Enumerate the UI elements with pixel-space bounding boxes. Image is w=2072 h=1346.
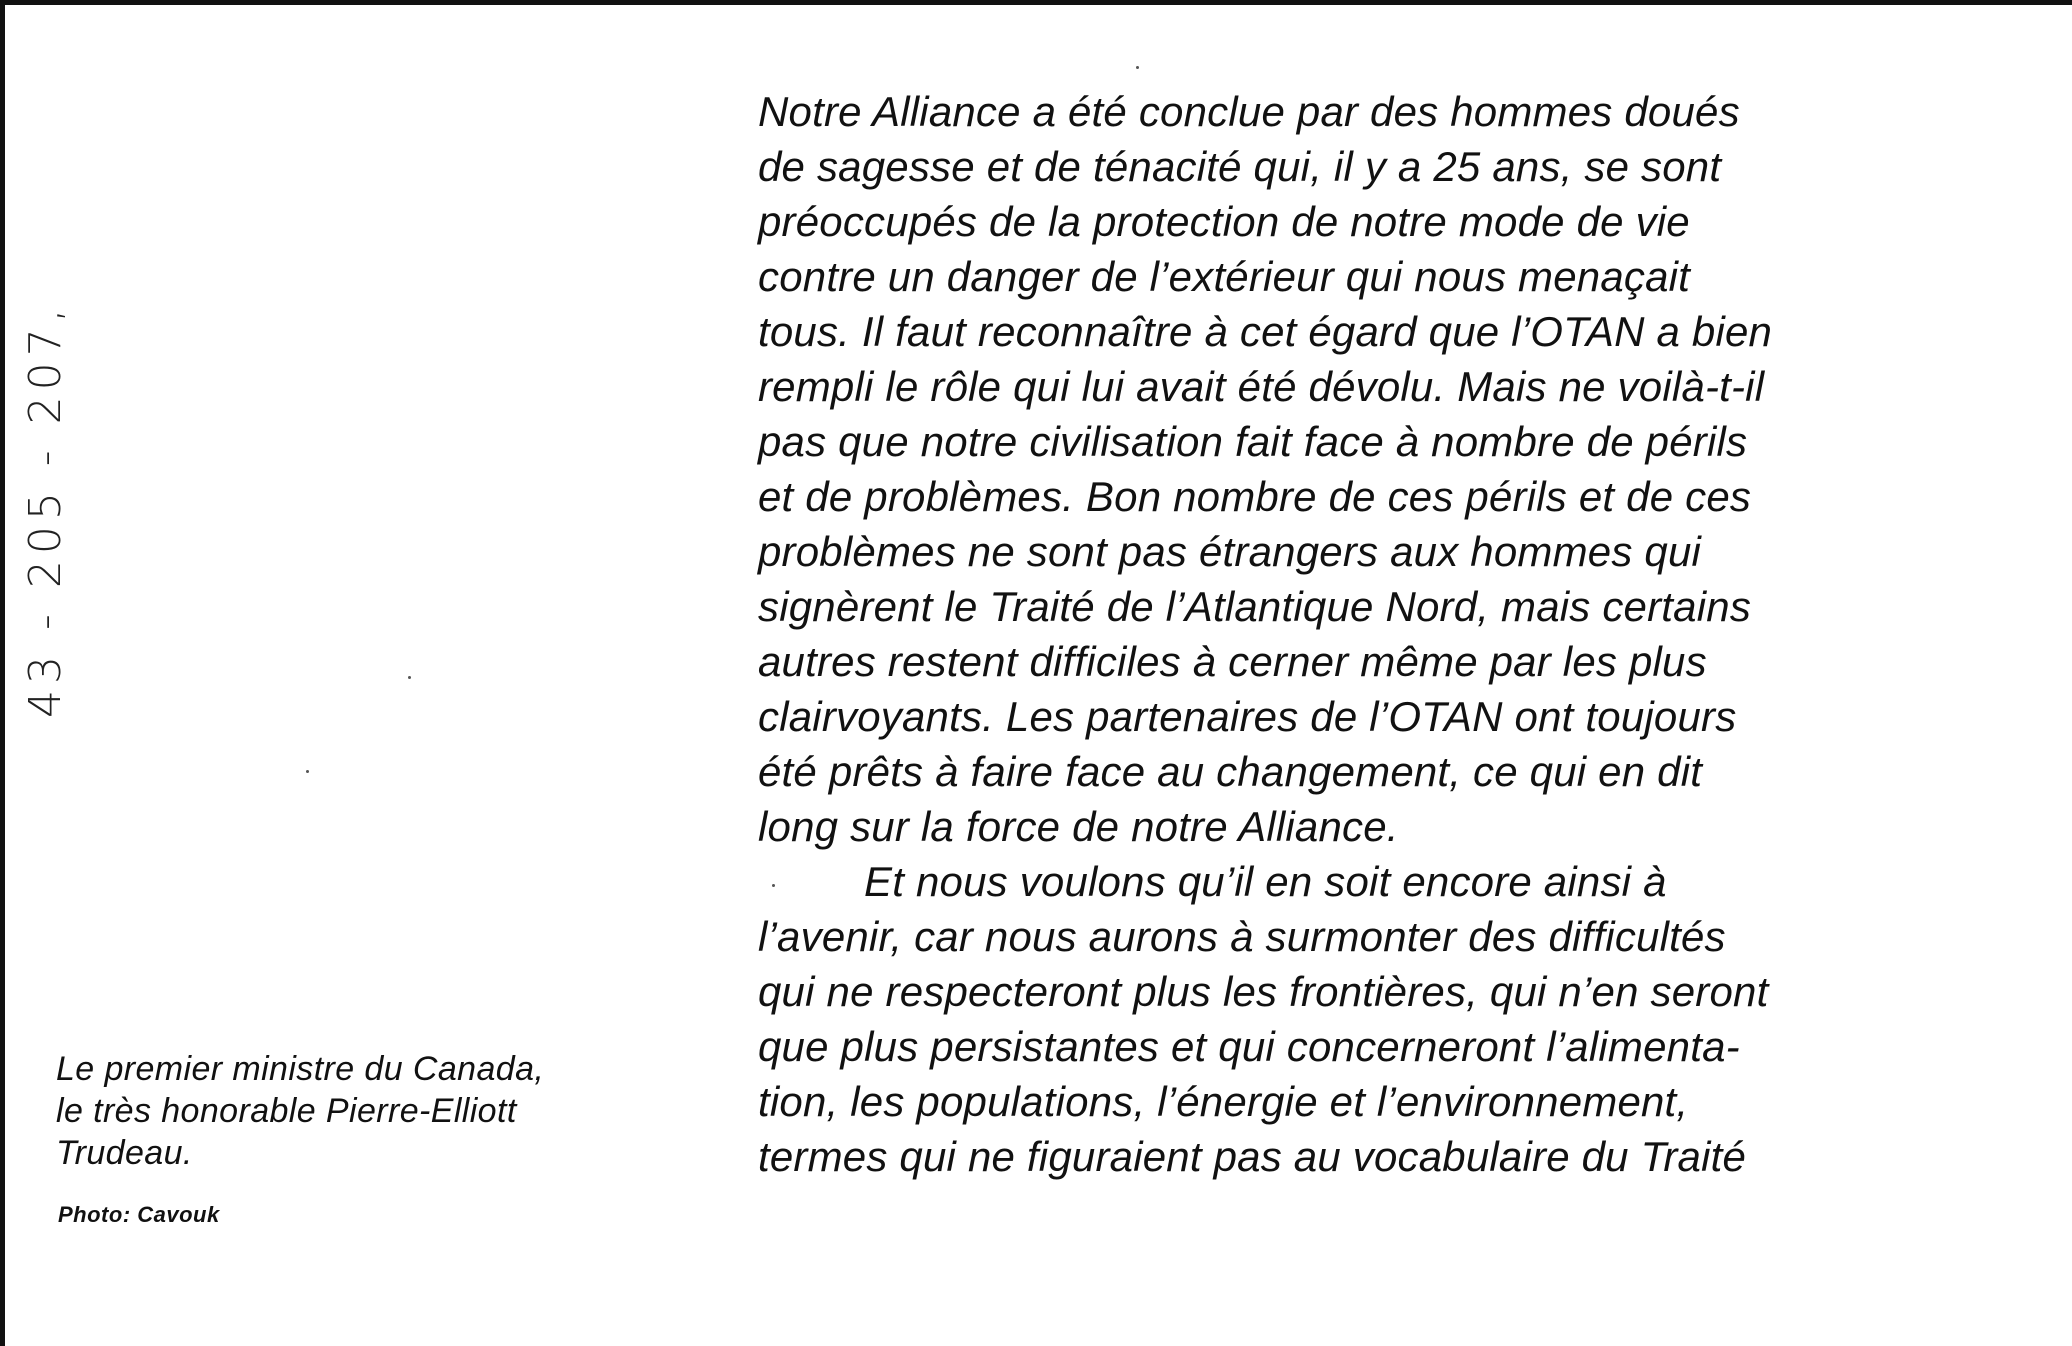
top-border-rule bbox=[0, 0, 2072, 5]
body-line: rempli le rôle qui lui avait été dévolu. Mais ne voilà-t-il bbox=[758, 363, 1765, 410]
scan-speck bbox=[408, 676, 411, 679]
scan-speck bbox=[1136, 66, 1139, 69]
caption-line: Le premier ministre du Canada, bbox=[56, 1050, 545, 1088]
body-line: l’avenir, car nous aurons à surmonter des difficultés bbox=[758, 913, 1726, 960]
body-line: qui ne respecteront plus les frontières, qui n’en seront bbox=[758, 968, 1769, 1015]
body-line: de sagesse et de ténacité qui, il y a 25 ans, se sont bbox=[758, 143, 1722, 190]
body-line: tion, les populations, l’énergie et l’environnement, bbox=[758, 1078, 1689, 1125]
caption-line: Trudeau. bbox=[56, 1134, 193, 1172]
body-line: signèrent le Traité de l’Atlantique Nord, mais certains bbox=[758, 583, 1752, 630]
body-line: pas que notre civilisation fait face à nombre de périls bbox=[758, 418, 1748, 465]
body-line: que plus persistantes et qui concerneront l’alimenta- bbox=[758, 1023, 1740, 1070]
scan-speck bbox=[772, 884, 775, 887]
body-line: été prêts à faire face au changement, ce qui en dit bbox=[758, 748, 1703, 795]
body-line: tous. Il faut reconnaître à cet égard que l’OTAN a bien bbox=[758, 308, 1773, 355]
photo-caption bbox=[56, 1048, 696, 1174]
scan-speck bbox=[306, 770, 309, 773]
body-line: et de problèmes. Bon nombre de ces périls et de ces bbox=[758, 473, 1752, 520]
body-line: autres restent difficiles à cerner même par les plus bbox=[758, 638, 1707, 685]
handwritten-margin-note: 43 - 205 - 207, bbox=[20, 302, 71, 718]
body-line: préoccupés de la protection de notre mode de vie bbox=[758, 198, 1690, 245]
caption-line: le très honorable Pierre-Elliott bbox=[56, 1092, 517, 1130]
body-line-paragraph-start: Et nous voulons qu’il en soit encore ainsi à bbox=[864, 858, 1667, 905]
body-line: Notre Alliance a été conclue par des hommes doués bbox=[758, 88, 1740, 135]
body-line: contre un danger de l’extérieur qui nous menaçait bbox=[758, 253, 1691, 300]
body-line: clairvoyants. Les partenaires de l’OTAN ont toujours bbox=[758, 693, 1737, 740]
body-line: problèmes ne sont pas étrangers aux hommes qui bbox=[758, 528, 1702, 575]
body-line: long sur la force de notre Alliance. bbox=[758, 803, 1399, 850]
photo-credit: Photo: Cavouk bbox=[58, 1202, 220, 1227]
article-body bbox=[758, 84, 2058, 1184]
body-line: termes qui ne figuraient pas au vocabulaire du Traité bbox=[758, 1133, 1747, 1180]
left-border-rule bbox=[0, 0, 5, 1346]
